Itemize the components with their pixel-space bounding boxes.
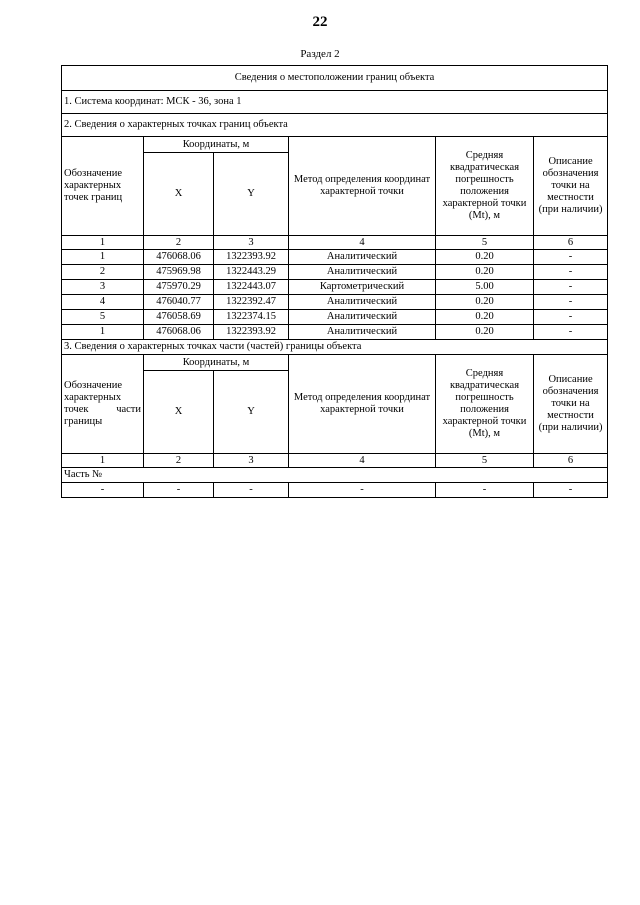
point-error: 0.20 <box>436 295 534 310</box>
point-method: Аналитический <box>289 325 436 340</box>
point-x: 476040.77 <box>144 295 214 310</box>
point-y: 1322443.07 <box>214 280 289 295</box>
table-title: Сведения о местоположении границ объекта <box>62 66 608 91</box>
part-label: Часть № <box>62 468 608 483</box>
header-error: Средняя квадратическая погрешность положения характерной точки (Mt), м <box>436 137 534 236</box>
col-num: 5 <box>436 236 534 250</box>
point-description: - <box>534 325 608 340</box>
point-x: 475970.29 <box>144 280 214 295</box>
point-error: 5.00 <box>436 280 534 295</box>
point-id: 5 <box>62 310 144 325</box>
point-method: Картометрический <box>289 280 436 295</box>
point-y: 1322393.92 <box>214 325 289 340</box>
point-description: - <box>534 265 608 280</box>
header3-error: Средняя квадратическая погрешность положения характерной точки (Mt), м <box>436 355 534 454</box>
table-row <box>62 325 608 340</box>
section3-title: 3. Сведения о характерных точках части (частей) границы объекта <box>62 340 608 355</box>
table-row <box>62 265 608 280</box>
table-row <box>62 295 608 310</box>
point-id: 4 <box>62 295 144 310</box>
point-method: Аналитический <box>289 250 436 265</box>
point-description: - <box>534 295 608 310</box>
table-row <box>62 483 608 498</box>
point-method: Аналитический <box>289 265 436 280</box>
table-row <box>62 280 608 295</box>
part-cell: - <box>214 483 289 498</box>
table-row <box>62 310 608 325</box>
point-y: 1322392.47 <box>214 295 289 310</box>
point-error: 0.20 <box>436 310 534 325</box>
header3-designation: Обозначение характерных точек части границы <box>62 355 144 454</box>
header3-description: Описание обозначения точки на местности (при наличии) <box>534 355 608 454</box>
header-description: Описание обозначения точки на местности (при наличии) <box>534 137 608 236</box>
table-row <box>62 250 608 265</box>
point-description: - <box>534 250 608 265</box>
col-num: 6 <box>534 454 608 468</box>
col-num: 6 <box>534 236 608 250</box>
point-y: 1322393.92 <box>214 250 289 265</box>
header-y: Y <box>214 153 289 236</box>
point-x: 476058.69 <box>144 310 214 325</box>
point-y: 1322443.29 <box>214 265 289 280</box>
point-x: 475969.98 <box>144 265 214 280</box>
point-description: - <box>534 310 608 325</box>
point-y: 1322374.15 <box>214 310 289 325</box>
col-num: 1 <box>62 454 144 468</box>
section-label: Раздел 2 <box>300 48 340 60</box>
point-id: 3 <box>62 280 144 295</box>
part-cell: - <box>289 483 436 498</box>
col-num: 5 <box>436 454 534 468</box>
coord-system: 1. Система координат: МСК - 36, зона 1 <box>62 91 608 114</box>
point-method: Аналитический <box>289 295 436 310</box>
point-description: - <box>534 280 608 295</box>
section2-title: 2. Сведения о характерных точках границ объекта <box>62 114 608 137</box>
point-id: 2 <box>62 265 144 280</box>
col-num: 3 <box>214 454 289 468</box>
point-x: 476068.06 <box>144 325 214 340</box>
col-num: 2 <box>144 236 214 250</box>
col-num: 1 <box>62 236 144 250</box>
part-cell: - <box>62 483 144 498</box>
point-error: 0.20 <box>436 250 534 265</box>
part-cell: - <box>144 483 214 498</box>
header3-y: Y <box>214 371 289 454</box>
header-x: X <box>144 153 214 236</box>
col-num: 2 <box>144 454 214 468</box>
header3-x: X <box>144 371 214 454</box>
col-num: 3 <box>214 236 289 250</box>
part-cell: - <box>436 483 534 498</box>
point-error: 0.20 <box>436 325 534 340</box>
point-method: Аналитический <box>289 310 436 325</box>
header3-method: Метод определения координат характерной точки <box>289 355 436 454</box>
col-num: 4 <box>289 236 436 250</box>
header-designation: Обозначение характерных точек границ <box>62 137 144 236</box>
boundary-table <box>61 65 608 498</box>
col-num: 4 <box>289 454 436 468</box>
point-id: 1 <box>62 325 144 340</box>
part-cell: - <box>534 483 608 498</box>
point-id: 1 <box>62 250 144 265</box>
page-number: 22 <box>312 14 328 30</box>
point-error: 0.20 <box>436 265 534 280</box>
point-x: 476068.06 <box>144 250 214 265</box>
header-method: Метод определения координат характерной точки <box>289 137 436 236</box>
header-coords: Координаты, м <box>144 137 289 153</box>
header3-coords: Координаты, м <box>144 355 289 371</box>
